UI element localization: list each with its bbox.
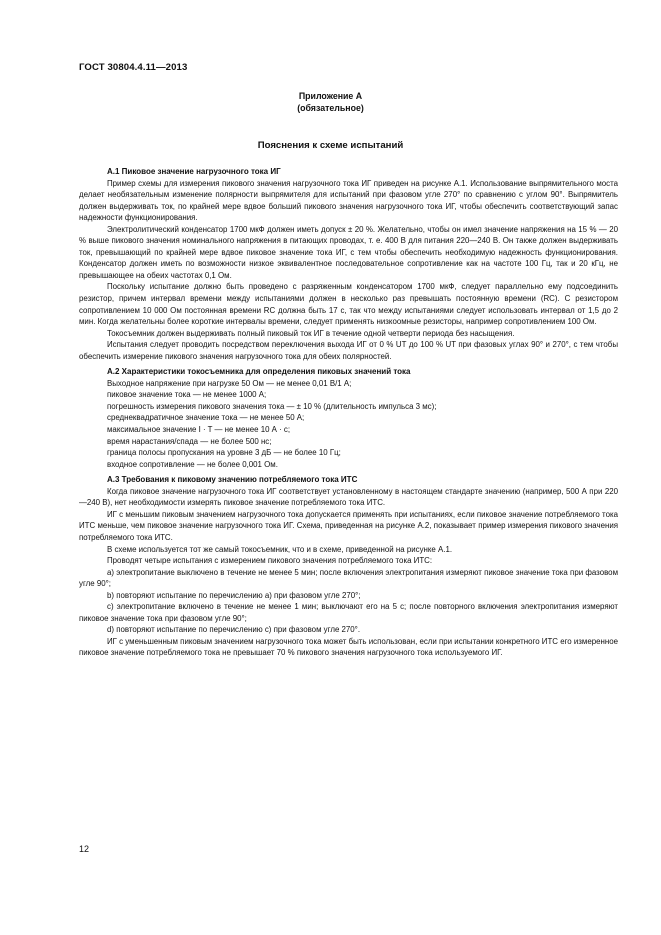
section-a3-paragraph: Проводят четыре испытания с измерением пикового значения потребляемого тока ИТС: (107, 556, 433, 566)
section-a1-paragraph: Поскольку испытание должно быть проведено с разряженным конденсатором 1700 мкФ, следует параллельно ему подсоединить резистор, причем интервал времени между испытаниями должен в несколько раз превышать постоянную времени (RC). С резистором сопротивлением 10 000 Ом постоянная времени RC должна быть 17 с, так что между испытаниями следует использовать интервал от 1,5 до 2 мин. Когда желательны более короткие интервалы времени, следует применять низкоомные резисторы, например сопротивлением 100 Ом. (79, 282, 618, 327)
section-a3-paragraph: ИГ с уменьшенным пиковым значением нагрузочного тока может быть использован, если при испытании конкретного ИТС его измеренное пиковое значение потребляемого тока не превышает 70 % пикового значения нагрузочного тока используемого ИГ. (79, 636, 618, 658)
section-a3-paragraph: d) повторяют испытание по перечислению с) при фазовом угле 270°. (107, 625, 361, 635)
section-a3-paragraph: b) повторяют испытание по перечислению а) при фазовом угле 270°; (107, 590, 361, 600)
section-a2-heading: А.2 Характеристики токосъемника для определения пиковых значений тока (107, 367, 411, 377)
document-body (79, 166, 618, 659)
section-a1-paragraph: Токосъемник должен выдерживать полный пиковый ток ИГ в течение одной четверти периода без насыщения. (107, 328, 515, 338)
section-a2-list-item: погрешность измерения пикового значения тока — ± 10 % (длительность импульса 3 мс); (107, 401, 437, 411)
section-a2-list-item: время нарастания/спада — не более 500 нс; (107, 436, 272, 446)
page-number: 12 (79, 844, 90, 854)
appendix-title: Приложение А (298, 91, 363, 101)
section-a2-list-item: граница полосы пропускания на уровне 3 дБ — не более 10 Гц; (107, 448, 341, 458)
standard-header: ГОСТ 30804.4.11—2013 (79, 62, 188, 73)
section-a1-paragraph: Испытания следует проводить посредством переключения выхода ИГ от 0 % UT до 100 % UT при фазовых углах 90° и 270°, с тем чтобы обеспечить измерение пикового значения нагрузочного тока для обеих полярностей. (79, 340, 618, 361)
section-a3-paragraph: В схеме используется тот же самый токосъемник, что и в схеме, приведенной на рисунке А.1. (107, 544, 453, 554)
section-a2-list-item: пиковое значение тока — не менее 1000 А; (107, 390, 267, 400)
document-title: Пояснения к схеме испытаний (257, 140, 404, 151)
appendix-status: (обязательное) (297, 103, 364, 113)
section-a3-paragraph: а) электропитание выключено в течение не менее 5 мин; после включения электропитания измеряют пиковое значение тока при фазовом угле 90°; (79, 567, 618, 589)
section-a3-paragraph: ИГ с меньшим пиковым значением нагрузочного тока допускается применять при испытаниях, если пиковое значение потребляемого тока ИТС меньше, чем пиковое значение нагрузочного тока ИГ. Схема, приведенная на рисунке А.2, показывает пример измерения пикового значения потребляемого тока ИТС. (79, 509, 618, 542)
section-a3-paragraph: с) электропитание включено в течение не менее 1 мин; выключают его на 5 с; после повторного включения электропитания измеряют пиковое значение тока при фазовом угле 90°; (79, 602, 618, 623)
section-a1-paragraph: Пример схемы для измерения пикового значения нагрузочного тока ИГ приведен на рисунке А.1. Использование выпрямительного моста делает необязательным изменение полярности выпрямителя для испытаний при фазовом угле 270° по сравнению с углом 90°. Выпрямитель должен выдерживать ток, по крайней мере вдвое больший пикового значения нагрузочного тока ИГ, чтобы обеспечить соответствующий запас надежности функционирования. (79, 178, 618, 223)
section-a1-paragraph: Электролитический конденсатор 1700 мкФ должен иметь допуск ± 20 %. Желательно, чтобы он имел значение напряжения на 15 % — 20 % выше пикового значения номинального напряжения в питающих проводах, т. е. 400 В для питания 220—240 В. Он также должен выдерживать ток, превышающий по крайней мере вдвое пиковое значение тока ИГ, с тем чтобы обеспечить необходимую надежность функционирования. Конденсатор должен иметь по возможности низкое эквивалентное последовательное сопротивление как на частоте 100 Гц, так и 20 кГц, не превышающее на обеих частотах 0,1 Ом. (79, 224, 618, 280)
section-a1-heading: А.1 Пиковое значение нагрузочного тока ИГ (107, 167, 281, 176)
section-a2-list-item: среднеквадратичное значение тока — не менее 50 А; (107, 413, 305, 423)
section-a2-list-item: Выходное напряжение при нагрузке 50 Ом — не менее 0,01 В/1 А; (107, 378, 352, 388)
section-a3-paragraph: Когда пиковое значение нагрузочного тока ИГ соответствует установленному в настоящем стандарте значению (например, 500 А при 220—240 В), нет необходимости измерять пиковое значение потребляемого тока ИТС. (79, 486, 618, 508)
section-a2-list-item: максимальное значение I · T — не менее 10 А · с; (107, 425, 291, 435)
section-a3-heading: А.3 Требования к пиковому значению потребляемого тока ИТС (107, 475, 358, 485)
section-a2-list-item: входное сопротивление — не более 0,001 Ом. (107, 459, 278, 469)
